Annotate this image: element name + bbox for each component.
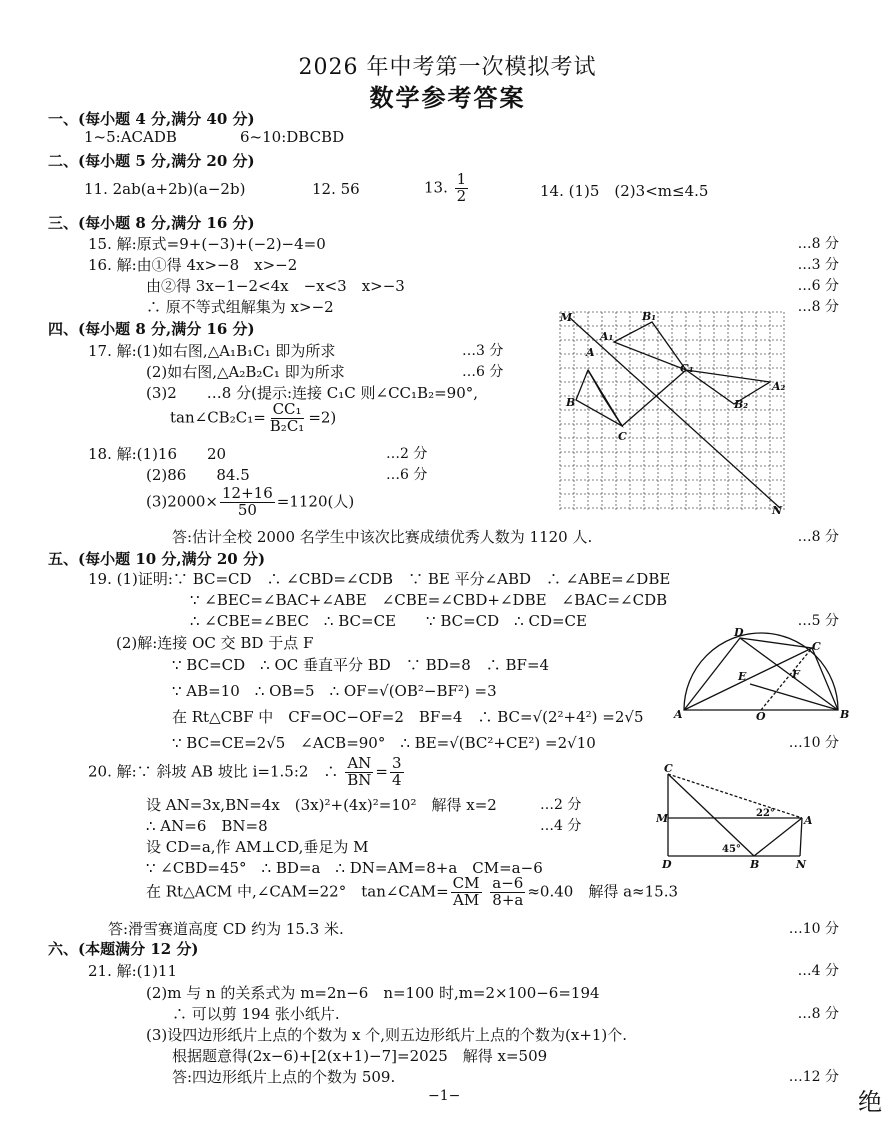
solution-19-line7: 在 Rt△CBF 中 CF=OC−OF=2 BF=4 ∴ BC=√(2²+4²) =2√5 [172,708,644,726]
answers-1-5: 1~5:ACADB [84,128,177,146]
solution-17-line4: tan∠CB₂C₁= $\frac{\text{CC₁}}{\text{B₂C₁}}$ =2) [170,400,337,435]
solution-20-line1: 20. 解:∵ 斜坡 AB 坡比 i=1.5:2 ∴ $\frac{AN}{BN}$ = $\frac{3}{4}$ [88,754,402,789]
label-22-degrees: 22° [756,808,775,819]
label-O: O [756,710,766,723]
section-1-heading: 一、(每小题 4 分,满分 40 分) [48,110,255,128]
label-C: C [812,640,821,653]
answer-14: 14. (1)5 (2)3<m≤4.5 [540,182,709,200]
proof-19-line3: ∴ ∠CBE=∠BEC ∴ BC=CE ∵ BC=CD ∴ CD=CE [190,612,587,630]
solution-21-line5: 根据题意得(2x−6)+[2(x+1)−7]=2025 解得 x=509 [172,1047,548,1065]
segment-be [750,684,838,710]
label-A2: A₂ [772,380,786,393]
solution-20-line2: 设 AN=3x,BN=4x (3x)²+(4x)²=10² 解得 x=2 [146,796,497,814]
solution-15: 15. 解:原式=9+(−3)+(−2)−4=0 [88,235,326,253]
fraction-a6-8a: $\frac{a-6}{8+a}$ [492,874,524,909]
label-A: A [804,814,813,827]
label-C1: C₁ [680,362,694,375]
proof-19-line1: 19. (1)证明:∵ BC=CD ∴ ∠CBD=∠CDB ∵ BE 平分∠ABD ∴ ∠ABE=∠DBE [88,570,671,588]
label-B2: B₂ [734,398,749,411]
solution-21-line3: ∴ 可以剪 194 张小纸片. [172,1005,340,1023]
label-N: N [796,858,807,871]
label-D: D [662,858,672,871]
section-4-heading: 四、(每小题 8 分,满分 16 分) [48,320,255,338]
grid-figure-17 [556,308,794,520]
solution-18-line2: (2)86 84.5 [146,466,250,484]
score-16-c: …8 分 [797,299,839,315]
triangle-abc-outline [576,370,622,426]
score-18-c: …8 分 [797,529,839,545]
answers-6-10: 6~10:DBCBD [240,128,345,146]
label-B: B [566,396,576,409]
answer-key-title: 数学参考答案 [369,83,526,112]
page-number: −1− [428,1088,461,1104]
answer-13 [424,172,470,205]
segment-ca [668,774,802,818]
solution-19-line8: ∵ BC=CE=2√5 ∠ACB=90° ∴ BE=√(BC²+CE²) =2√10 [172,734,596,752]
triangle-a1b1c1 [614,322,686,370]
score-21-a: …4 分 [797,963,839,979]
segment-cb [668,774,754,856]
segment-c1c [622,370,686,426]
label-N: N [772,504,783,517]
label-A1: A₁ [600,330,614,343]
solution-19-line6: ∵ AB=10 ∴ OB=5 ∴ OF=√(OB²−BF²) =3 [172,682,497,700]
answer-12: 12. 56 [312,180,360,198]
solution-19-line4: (2)解:连接 OC 交 BD 于点 F [116,634,314,652]
solution-16-line1: 16. 解:由①得 4x>−8 x>−2 [88,256,298,274]
semicircle-figure-19 [672,628,850,724]
fraction-28-50: $\frac{12+16}{50}$ [222,484,273,519]
score-17-b: …6 分 [462,364,504,380]
solution-20-line3: ∴ AN=6 BN=8 [146,817,268,835]
label-M: M [656,812,669,825]
label-A: A [586,346,595,359]
score-18-b: …6 分 [386,467,428,483]
score-16-a: …3 分 [797,257,839,273]
solution-17-line2: (2)如右图,△A₂B₂C₁ 即为所求 [146,363,345,381]
score-19-a: …5 分 [797,613,839,629]
fraction-an-bn: $\frac{AN}{BN}$ [347,754,372,789]
solution-16-line3: ∴ 原不等式组解集为 x>−2 [146,298,334,316]
fraction-3-4: $\frac{3}{4}$ [391,754,402,789]
section-3-heading: 三、(每小题 8 分,满分 16 分) [48,214,255,232]
solution-20-line5: ∵ ∠CBD=45° ∴ BD=a ∴ DN=AM=8+a CM=a−6 [146,859,543,877]
label-F: F [792,668,800,681]
label-B: B [750,858,760,871]
solution-19-line5: ∵ BC=CD ∴ OC 垂直平分 BD ∵ BD=8 ∴ BF=4 [172,656,550,674]
answer-13-label: 13. [424,178,448,197]
score-18-a: …2 分 [386,446,428,462]
label-E: E [738,670,747,683]
label-M: M [560,311,573,324]
score-20-c: …10 分 [788,921,839,937]
score-20-a: …2 分 [540,797,582,813]
solution-21-line2: (2)m 与 n 的关系式为 m=2n−6 n=100 时,m=2×100−6=194 [146,984,600,1002]
line-mn [570,318,780,508]
score-20-b: …4 分 [540,818,582,834]
score-15: …8 分 [797,236,839,252]
slope-figure-20 [656,762,816,874]
score-17-a: …3 分 [462,343,504,359]
section-5-heading: 五、(每小题 10 分,满分 20 分) [48,550,266,568]
corner-character: 绝 [858,1088,882,1116]
answer-11: 11. 2ab(a+2b)(a−2b) [84,180,246,198]
solution-17-line1: 17. 解:(1)如右图,△A₁B₁C₁ 即为所求 [88,342,336,360]
score-21-b: …8 分 [797,1006,839,1022]
label-C: C [664,762,673,775]
score-19-b: …10 分 [788,735,839,751]
label-D: D [734,628,744,639]
fraction-cc1-b2c1: $\frac{\text{CC₁}}{\text{B₂C₁}}$ [269,400,305,435]
score-16-b: …6 分 [797,278,839,294]
exam-title: 2026 年中考第一次模拟考试 [298,55,597,80]
fraction-cm-am: $\frac{CM}{AM}$ [452,874,480,909]
segment-ba [754,818,802,856]
section-2-heading: 二、(每小题 5 分,满分 20 分) [48,152,255,170]
label-45-degrees: 45° [722,844,741,855]
solution-20-line6: 在 Rt△ACM 中,∠CAM=22° tan∠CAM= $\frac{CM}{AM}$ $\frac{a-6}{8+a}$ ≈0.40 解得 a≈15.3 [146,874,679,909]
segments-ac-cb [684,648,838,710]
solution-18-line3: (3)2000× $\frac{12+16}{50}$ =1120(人) [146,484,355,519]
segment-an [800,818,802,856]
section-6-heading: 六、(本题满分 12 分) [48,940,199,958]
solution-21-line1: 21. 解:(1)11 [88,962,178,980]
solution-16-line2: 由②得 3x−1−2<4x −x<3 x>−3 [146,277,405,295]
label-A: A [674,708,683,721]
triangle-a2b2c1 [686,370,770,404]
label-B: B [840,708,850,721]
answer-21: 答:四边形纸片上点的个数为 509. [172,1068,396,1086]
label-C: C [618,430,627,443]
proof-19-line2: ∵ ∠BEC=∠BAC+∠ABE ∠CBE=∠CBD+∠DBE ∠BAC=∠CDB [190,591,668,609]
solution-18-line1: 18. 解:(1)16 20 [88,445,227,463]
score-21-c: …12 分 [788,1069,839,1085]
solution-21-line4: (3)设四边形纸片上点的个数为 x 个,则五边形纸片上点的个数为(x+1)个. [146,1026,628,1044]
answer-18: 答:估计全校 2000 名学生中该次比赛成绩优秀人数为 1120 人. [172,528,593,546]
solution-20-line4: 设 CD=a,作 AM⊥CD,垂足为 M [146,838,369,856]
label-B1: B₁ [642,310,657,323]
solution-17-line3: (3)2 …8 分(提示:连接 C₁C 则∠CC₁B₂=90°, [146,384,479,402]
answer-20: 答:滑雪赛道高度 CD 约为 15.3 米. [108,920,344,938]
fraction-half: $\frac{1}{2}$ [456,170,467,205]
